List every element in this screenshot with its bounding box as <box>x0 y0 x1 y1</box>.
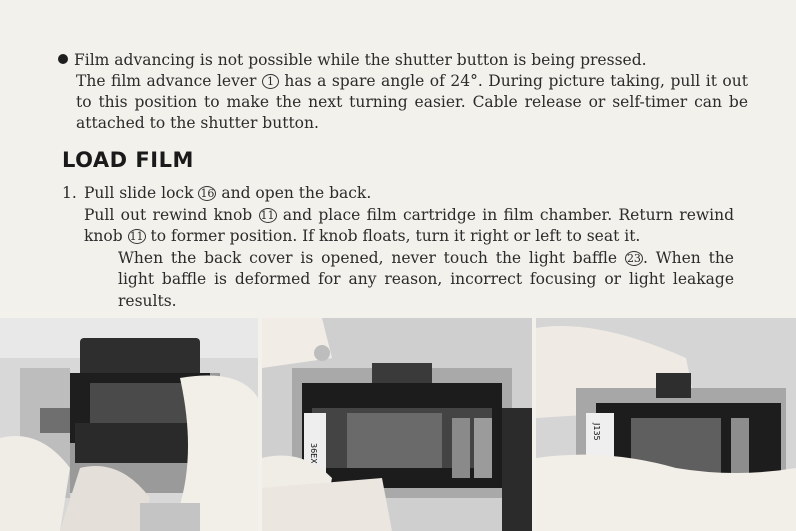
step-text-part: and open the back. <box>216 184 372 202</box>
step-first-line <box>62 183 734 205</box>
step-body <box>62 205 734 313</box>
step-text-part: to former position. If knob floats, turn it right or left to seat it. <box>145 227 641 245</box>
step-number: 1. <box>62 184 77 202</box>
ref-number-badge: 23 <box>626 251 641 265</box>
cartridge-label-36ex: 36EX <box>309 443 318 464</box>
step-text-part: Pull slide lock <box>84 184 199 202</box>
ref-number-badge: 16 <box>200 187 215 200</box>
bullet-line-1: Film advancing is not possible while the shutter button is being pressed. <box>74 51 647 69</box>
step-paragraph <box>84 205 734 248</box>
step-text-part: When the back cover is opened, never touch the light baffle <box>118 248 625 267</box>
step-text-part: . When the light baffle is deformed for any reason, incorrect focusing or light leakage results. <box>118 248 734 310</box>
ref-number-badge: 1 <box>262 74 279 89</box>
bullet-text: The film advance lever <box>76 72 262 90</box>
step-text-part: Pull out rewind knob <box>84 205 259 224</box>
ref-number-badge: 11 <box>129 230 144 243</box>
step-1 <box>62 183 734 312</box>
photo-load-cartridge <box>262 318 532 531</box>
photo-open-back-side <box>0 318 258 531</box>
bullet-dot-icon <box>58 54 68 64</box>
shutter-note <box>58 50 748 134</box>
step-warning <box>84 248 734 313</box>
step-text <box>84 183 371 205</box>
photo-strip <box>0 318 796 531</box>
ref-number-badge: 11 <box>260 208 275 222</box>
step-text-part: and place film cartridge in film chamber. Return rewind knob <box>84 205 735 245</box>
photo-insert-cartridge <box>536 318 796 531</box>
bullet-text: has a spare angle of 24°. During picture taking, pull it out to this position to make the next turning easier. Cable release or self-timer can be attached to the shutter button. <box>76 72 748 132</box>
bullet-body <box>58 71 748 134</box>
bullet-line <box>58 50 748 71</box>
section-heading: LOAD FILM <box>62 148 194 172</box>
cartridge-label-j135: J135 <box>592 423 601 441</box>
